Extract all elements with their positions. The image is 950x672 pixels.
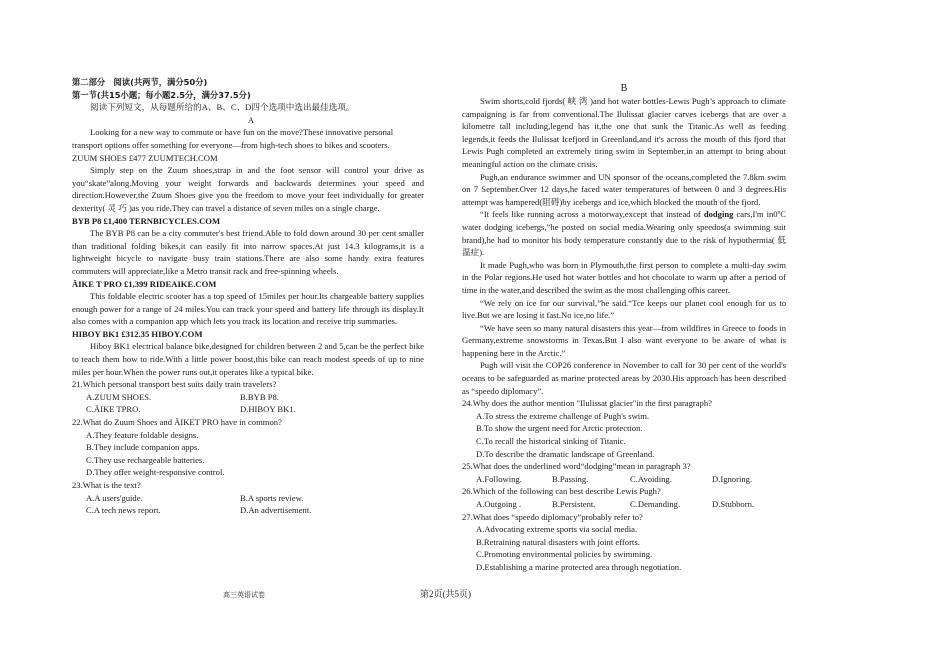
question-stem: 26.Which of the following can best describe Lewis Pugh? xyxy=(462,486,661,497)
option: C.Promoting environmental policies by swimming. xyxy=(476,549,653,560)
product-title: HIBOY BK1 £312.35 HIBOY.COM xyxy=(72,328,203,339)
option: D.Ignoring. xyxy=(712,473,753,484)
question-stem: 25.What does the underlined word“dodging”mean in paragraph 3? xyxy=(462,461,691,472)
question-stem: 23.What is the text? xyxy=(72,480,141,490)
option: C.ÄIKE TPRO. xyxy=(86,404,141,415)
option: C.To recall the historical sinking of Titanic. xyxy=(476,436,626,447)
option: A.A users'guide. xyxy=(86,492,143,503)
option: B.To show the urgent need for Arctic protection. xyxy=(476,423,643,434)
option: B.Retraining natural disasters with joint efforts. xyxy=(476,536,640,547)
option: B.BYB P8. xyxy=(240,391,279,402)
question-options xyxy=(72,504,424,517)
passage-paragraph: It made Pugh,who was born in Plymouth,the first person to complete a multi-day swim in the Polar regions.He used hot water bottles and hot chocolate to warm up after a period of time in the water,and described the swim as the most challenging ofhis career. xyxy=(462,259,786,295)
product-text: Hiboy BK1 electrical balance bike,designed for children between 2 and 5,can be the perfect bike to teach them how to ride.With a little power boost,this bike can reach modest speeds of up to nine miles per hour.When the power runs out,it operates like a typical bike. xyxy=(72,341,424,377)
question-options xyxy=(72,492,424,505)
question-stem: 21.Which personal transport best suits daily train travelers? xyxy=(72,379,277,390)
option: A.Outgoing . xyxy=(476,499,522,509)
section-heading: 第二部分 阅读(共两节，满分50分) xyxy=(72,77,208,87)
footer-page-number: 第2页(共5页) xyxy=(420,589,471,599)
left-column xyxy=(72,76,424,517)
question-options xyxy=(72,391,424,404)
passage-paragraph: “We have seen so many natural disasters this year—from wildfires in Greece to foods in Germany,extreme snowstorms in Texas.But I also want everyone to be aware of what is happening here in the Arctic.” xyxy=(462,322,786,358)
right-column xyxy=(462,82,786,574)
product-text: The BYB P8 can be a city commuter's best friend.Able to fold down around 30 per cent smaller than traditional folding bikes,it can easily fit into narrow spaces.At just 14.3 kilograms,it is a lightweight bicycle to navigate busy train stations.There are also some handy extra features commuters will appreciate,like a Metro transit rack and free-spinning wheels. xyxy=(72,228,424,276)
passage-paragraph: Pugh,an endurance swimmer and UN sponsor of the oceans,completed the 7.8km swim on 7 September.Over 12 days,he faced water temperatures of between 0 and 3 degrees.His attempt was hampered(阻碍)by icebergs and ice,which blocked the mouth of the fjord. xyxy=(462,171,786,207)
option: D.Establishing a marine protected area through negotiation. xyxy=(476,561,682,572)
product-text: Simply step on the Zuum shoes,strap in and the foot sensor will control your drive as you“skate”along.Moving your weight forwards and backwards determines your speed and direction.However,the Zuum Shoes give you the freedom to move your feet individually for greater dexterity( 灵 巧 )as you ride.They can travel a distance of seven miles on a single charge. xyxy=(72,165,424,213)
product-title: ZUUM SHOES £477 ZUUMTECH.COM xyxy=(72,152,218,163)
option: B.They include companion apps. xyxy=(86,442,200,453)
question-options xyxy=(462,473,786,486)
instructions: 阅读下列短文，从每题所给的A、B、C、D四个选项中选出最佳选项。 xyxy=(90,102,355,113)
option: A.Advocating extreme sports via social media. xyxy=(476,524,638,535)
question-stem: 24.Why does the author mention "Ilulissat glacier"in the first paragraph? xyxy=(462,398,712,409)
product-title: ÄIKE T PRO £1,399 RIDEAIKE.COM xyxy=(72,278,217,289)
product-title: BYB P8 £1,400 TERNBICYCLES.COM xyxy=(72,215,221,226)
option: A.To stress the extreme challenge of Pugh's swim. xyxy=(476,410,650,421)
option: B.A sports review. xyxy=(240,492,304,503)
question-stem: 27.What does “speedo diplomacy”probably refer to? xyxy=(462,511,643,522)
passage-paragraph: Swim shorts,cold fjords( 峡 湾 )and hot water bottles-Lewis Pugh’s approach to climate campaigning is far from conventional.The Ilulissat glacier carves icebergs that are over a kilometre tall including,legend has it,the one that sunk the Titanic.As well as feeding legends,it feeds the Ilulissat Icefjord in Greenland,and it's across the mouth of this fjord that Lewis Pugh completed an extremely tiring swim in September,in an attempt to bring about meaningful action on the climate crisis. xyxy=(462,96,786,169)
option: D.They offer weight-responsive control. xyxy=(86,467,225,478)
option: A.Following. xyxy=(476,473,522,484)
passage-paragraph: “We rely on ice for our survival,”he said.“Tce keeps our planet cool enough for us to live.But we are losing it fast.No ice,no life.” xyxy=(462,297,786,321)
option: B.Persistent. xyxy=(552,499,596,509)
option: A.They feature foldable designs. xyxy=(86,429,199,440)
underlined-word: dodging xyxy=(703,209,734,220)
passage-a-label: A xyxy=(247,114,255,125)
passage-paragraph: “It feels like running across a motorway,except that instead of dodging cars,I'm in0ºC water dodging icebergs,”he posted on social media.Wearing only speedos(a swimming suit brand),he had to monitor his body temperature constantly due to the risk of hypothermia( 低 温症). xyxy=(462,209,786,258)
question-stem: 22.What do Zuum Shoes and ÄIKET PRO have in common? xyxy=(72,417,282,428)
passage-b-label: B xyxy=(620,83,628,94)
question-options xyxy=(462,498,786,511)
option: D.Stubborn. xyxy=(712,499,755,509)
option: D.To describe the dramatic landscape of Greenland. xyxy=(476,448,655,459)
option: C.They use rechargeable batteries. xyxy=(86,454,205,465)
option: D.HIBOY BK1. xyxy=(240,404,296,415)
subsection-heading: 第一节(共15小题；每小题2.5分，满分37.5分) xyxy=(72,89,251,100)
question-options xyxy=(72,403,424,416)
footer-exam-title: 高三英语试卷 xyxy=(223,591,265,599)
passage-a-intro: Looking for a new way to commute or have fun on the move?These innovative personal transport options offer something for everyone—from high-tech shoes to bikes and scooters. xyxy=(72,127,394,150)
option: B.Passing. xyxy=(552,473,589,484)
product-text: This foldable electric scooter has a top speed of 15miles per hour.Its chargeable battery supplies enough power for a range of 24 miles.You can track your speed and battery life through its display.It also comes with a companion app which lets you track its location and receive trip summaries. xyxy=(72,291,424,327)
passage-paragraph: Pugh will visit the COP26 conference in November to call for 30 per cent of the world's oceans to be safeguarded as marine protected areas by 2030.His approach has been described as “speedo diplomacy”. xyxy=(462,360,786,396)
option: D.An advertisement. xyxy=(240,505,312,516)
option: C.Demanding. xyxy=(630,499,681,509)
option: C.A tech news report. xyxy=(86,505,161,516)
option: A.ZUUM SHOES. xyxy=(86,391,152,402)
option: C.Avoiding. xyxy=(630,473,672,484)
